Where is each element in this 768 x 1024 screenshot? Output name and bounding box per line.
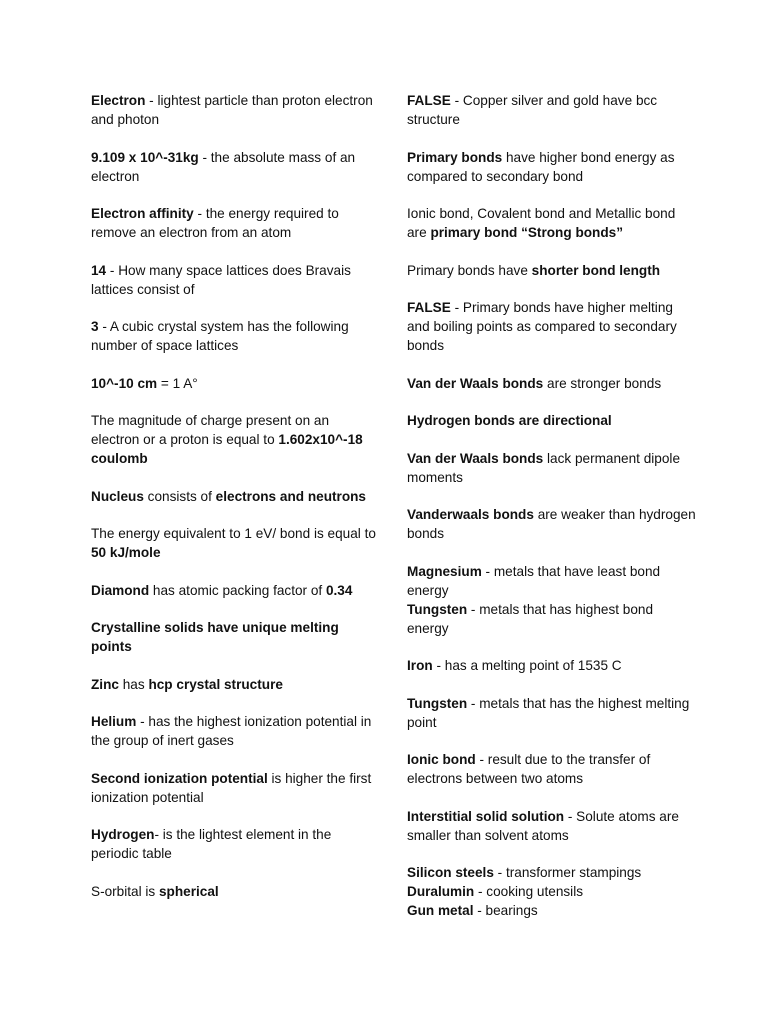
note-term: Hydrogen bonds are directional	[407, 413, 612, 428]
note-entry	[91, 204, 376, 242]
note-text: The energy equivalent to 1 eV/ bond is equal to	[91, 526, 376, 541]
note-entry	[407, 882, 697, 901]
note-term: shorter bond length	[531, 262, 661, 278]
note-text: - lightest particle than proton electron and photon	[91, 93, 373, 127]
note-entry	[91, 374, 376, 393]
note-text: - has a melting point of 1535 C	[432, 658, 622, 673]
note-term: Van der Waals bonds	[407, 375, 544, 391]
note-term: Vanderwaals bonds	[407, 507, 534, 522]
note-term: Duralumin	[407, 884, 475, 899]
note-term: Tungsten	[407, 601, 468, 617]
note-term: Electron affinity	[91, 206, 194, 221]
note-term: primary bond “Strong bonds”	[430, 225, 624, 240]
note-entry	[407, 750, 697, 788]
note-text: has	[118, 676, 149, 692]
note-term: Interstitial solid solution	[407, 808, 565, 824]
note-term: Second ionization potential	[91, 770, 268, 786]
note-text: Primary bonds have	[407, 262, 532, 278]
note-entry	[91, 411, 376, 468]
note-text: The magnitude of charge present on an electron or a proton is equal to	[91, 413, 330, 447]
note-entry	[407, 505, 697, 543]
note-text: has atomic packing factor of	[149, 582, 326, 598]
note-term: electrons and neutrons	[215, 488, 366, 504]
note-term: spherical	[159, 883, 219, 899]
note-entry	[91, 91, 376, 129]
note-entry	[407, 562, 697, 600]
note-text: - transformer stampings	[493, 865, 642, 880]
note-term: Silicon steels	[407, 865, 494, 880]
note-text: - metals that has highest bond energy	[407, 601, 654, 636]
note-entry	[91, 675, 376, 694]
note-entry	[407, 204, 697, 242]
note-entry	[91, 712, 376, 750]
note-text: - the absolute mass of an electron	[91, 149, 356, 184]
note-entry	[91, 581, 376, 600]
note-term: Electron	[91, 93, 146, 108]
note-term: Nucleus	[91, 488, 144, 504]
note-term: 10^-10 cm	[91, 375, 158, 391]
note-term: Ionic bond	[407, 752, 476, 767]
note-term: 3	[91, 319, 99, 334]
note-entry	[407, 807, 697, 845]
note-text: have higher bond energy as compared to secondary bond	[407, 149, 675, 184]
note-text: - Solute atoms are smaller than solvent atoms	[407, 808, 679, 843]
note-text: - has the highest ionization potential in the group of inert gases	[91, 714, 372, 748]
note-entry	[407, 863, 697, 882]
note-text: - is the lightest element in the periodic table	[91, 827, 332, 861]
note-term: Gun metal	[407, 903, 474, 918]
notes-column-right	[407, 91, 697, 920]
note-text: - the energy required to remove an electron from an atom	[91, 206, 339, 240]
note-term: 14	[91, 262, 107, 278]
note-entry	[91, 769, 376, 807]
note-term: 9.109 x 10^-31kg	[91, 149, 199, 165]
note-term: Zinc	[91, 676, 119, 692]
note-entry	[407, 656, 697, 675]
note-text: - bearings	[473, 903, 538, 918]
note-term: Crystalline solids have unique melting points	[91, 620, 339, 654]
note-entry	[407, 261, 697, 280]
note-entry	[91, 148, 376, 186]
note-term: Primary bonds	[407, 149, 503, 165]
notes-column-left	[91, 91, 376, 919]
note-entry	[407, 411, 697, 430]
note-entry	[407, 901, 697, 920]
note-entry	[91, 317, 376, 355]
note-entry	[91, 882, 376, 901]
note-text: S-orbital is	[91, 883, 159, 899]
note-entry	[91, 618, 376, 656]
note-entry	[91, 524, 376, 562]
note-term: 0.34	[325, 582, 353, 598]
note-term: Helium	[91, 714, 137, 729]
note-text: - cooking utensils	[474, 884, 584, 899]
note-text: consists of	[143, 488, 216, 504]
note-entry	[407, 91, 697, 129]
note-term: FALSE	[407, 93, 451, 108]
note-text: Ionic bond, Covalent bond and Metallic bond are	[407, 206, 676, 240]
note-text: lack permanent dipole moments	[407, 450, 681, 485]
note-text: - How many space lattices does Bravais lattices consist of	[91, 262, 351, 297]
note-term: hcp crystal structure	[148, 676, 283, 692]
note-term: Diamond	[91, 582, 150, 598]
note-text: are weaker than hydrogen bonds	[407, 507, 696, 541]
note-entry	[91, 487, 376, 506]
note-term: Tungsten	[407, 695, 468, 711]
note-text: - result due to the transfer of electrons between two atoms	[407, 752, 651, 786]
note-text: - metals that has the highest melting point	[407, 695, 690, 730]
note-text: = 1 A°	[157, 375, 198, 391]
note-entry	[407, 374, 697, 393]
note-entry	[407, 298, 697, 355]
note-entry	[91, 261, 376, 299]
note-text: - A cubic crystal system has the following number of space lattices	[91, 319, 349, 353]
note-entry	[407, 449, 697, 487]
note-text: - Copper silver and gold have bcc structure	[407, 93, 658, 127]
note-term: 1.602x10^-18 coulomb	[91, 432, 363, 466]
note-term: 50 kJ/mole	[91, 545, 161, 560]
note-entry	[91, 825, 376, 863]
note-entry	[407, 600, 697, 638]
note-text: is higher the first ionization potential	[91, 770, 372, 805]
note-term: FALSE	[407, 300, 451, 315]
note-text: - Primary bonds have higher melting and boiling points as compared to secondary bonds	[407, 300, 677, 353]
note-term: Van der Waals bonds	[407, 450, 544, 466]
note-term: Magnesium	[407, 563, 482, 579]
note-text: are stronger bonds	[543, 375, 662, 391]
note-text: - metals that have least bond energy	[407, 563, 661, 598]
note-term: Hydrogen	[91, 827, 155, 842]
note-term: Iron	[407, 658, 433, 673]
note-entry	[407, 694, 697, 732]
note-entry	[407, 148, 697, 186]
